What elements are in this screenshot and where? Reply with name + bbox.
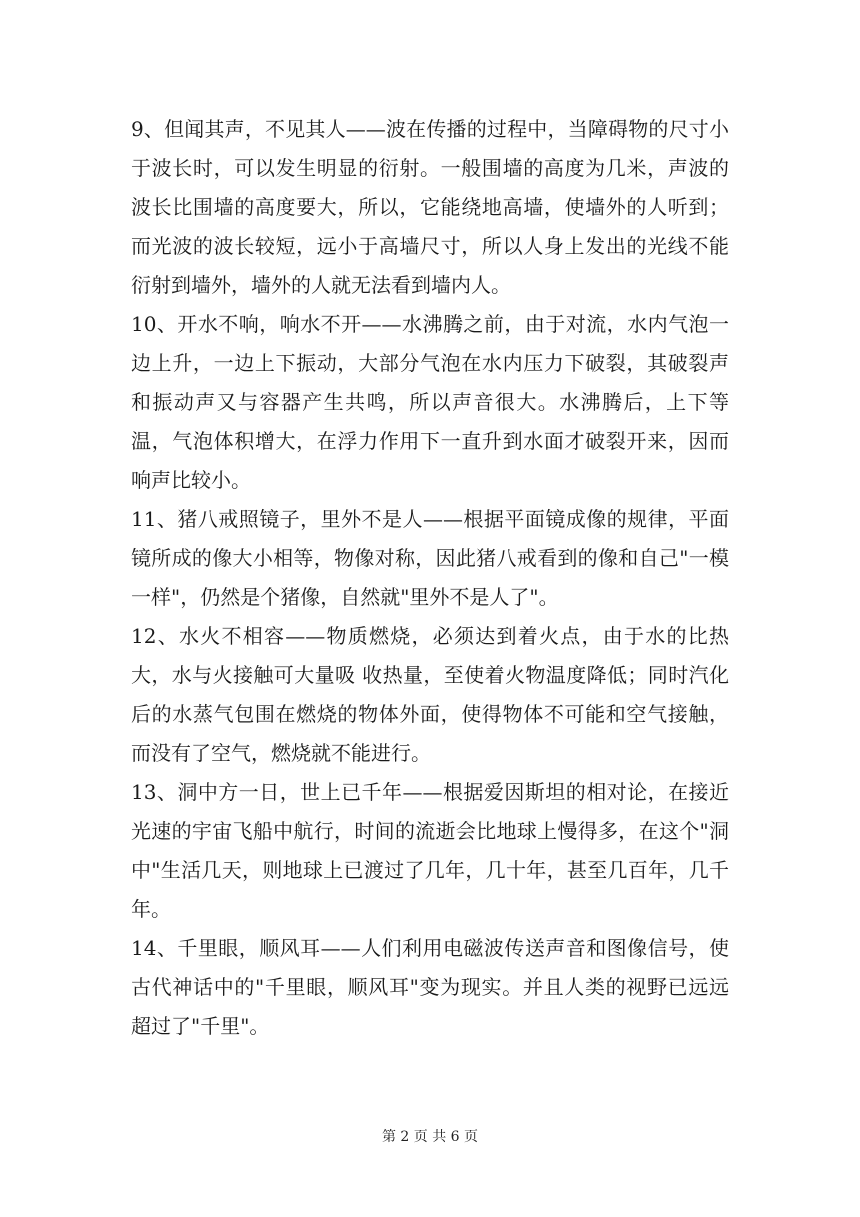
paragraph-14: 14、千里眼，顺风耳——人们利用电磁波传送声音和图像信号，使古代神话中的"千里眼，顺风耳"变为现实。并且人类的视野已远远超过了"千里"。	[131, 936, 729, 1038]
document-body	[131, 110, 729, 1046]
paragraph-12: 12、水火不相容——物质燃烧，必须达到着火点，由于水的比热大，水与火接触可大量吸 收热量，至使着火物温度降低；同时汽化后的水蒸气包围在燃烧的物体外面，使得物体不可能和空气接触，而没有了空气，燃烧就不能进行。	[131, 624, 729, 765]
paragraph-13: 13、洞中方一日，世上已千年——根据爱因斯坦的相对论，在接近光速的宇宙飞船中航行，时间的流逝会比地球上慢得多，在这个"洞中"生活几天，则地球上已渡过了几年，几十年，甚至几百年，几千年。	[131, 780, 729, 921]
page-number-label: 第 2 页 共 6 页	[381, 1129, 479, 1145]
paragraph-10: 10、开水不响，响水不开——水沸腾之前，由于对流，水内气泡一边上升，一边上下振动，大部分气泡在水内压力下破裂，其破裂声和振动声又与容器产生共鸣，所以声音很大。水沸腾后，上下等温，气泡体积增大，在浮力作用下一直升到水面才破裂开来，因而响声比较小。	[131, 312, 729, 492]
paragraph-11: 11、猪八戒照镜子，里外不是人——根据平面镜成像的规律，平面镜所成的像大小相等，物像对称，因此猪八戒看到的像和自己"一模一样"，仍然是个猪像，自然就"里外不是人了"。	[131, 507, 729, 609]
page-footer	[0, 1128, 860, 1146]
paragraph-9: 9、但闻其声，不见其人——波在传播的过程中，当障碍物的尺寸小于波长时，可以发生明显的衍射。一般围墙的高度为几米，声波的波长比围墙的高度要大，所以，它能绕地高墙，使墙外的人听到；而光波的波长较短，远小于高墙尺寸，所以人身上发出的光线不能衍射到墙外，墙外的人就无法看到墙内人。	[131, 117, 729, 297]
